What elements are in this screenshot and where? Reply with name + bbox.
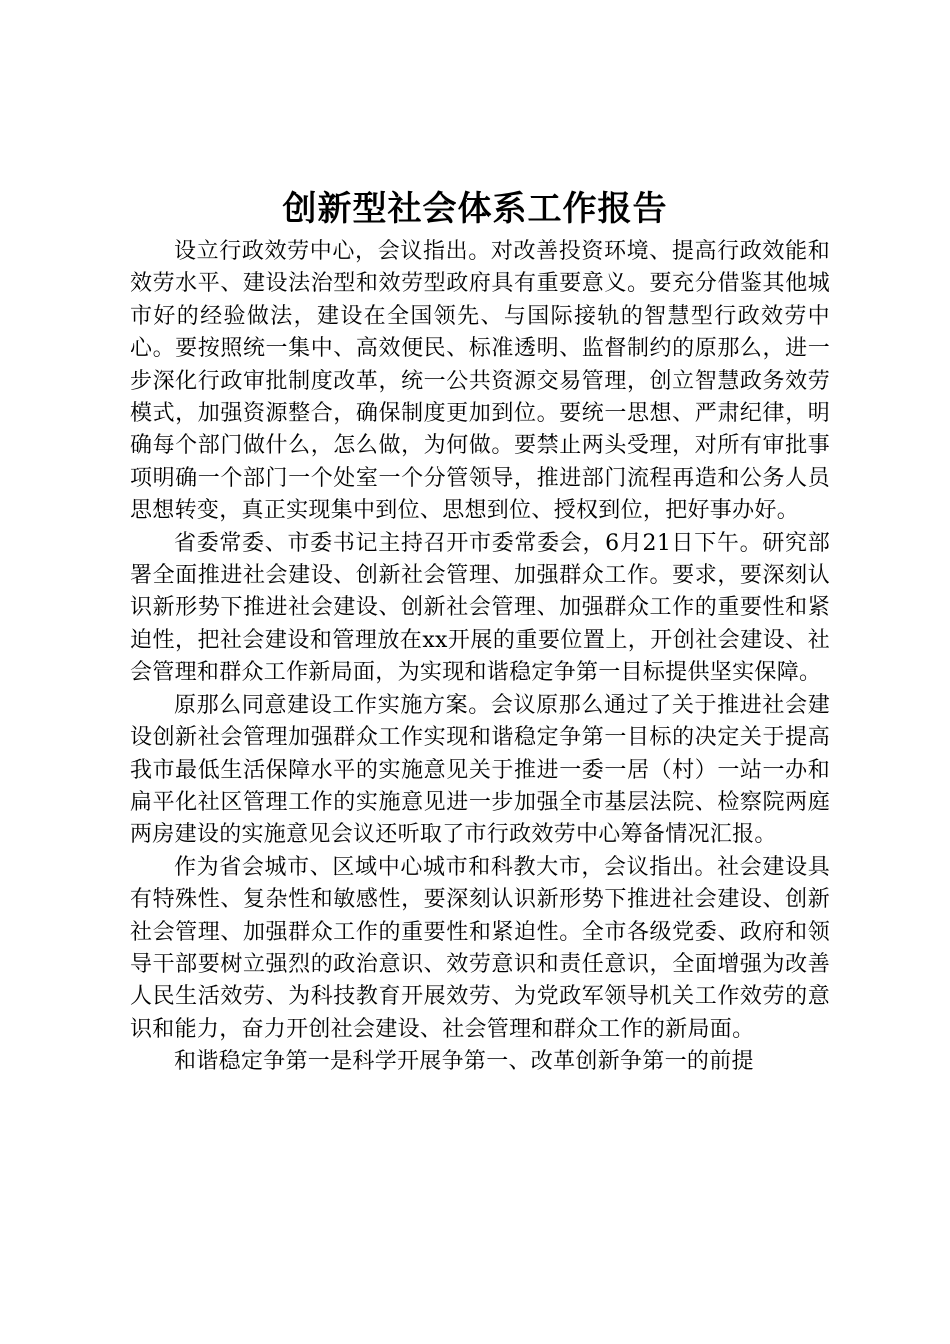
paragraph-2: 省委常委、市委书记主持召开市委常委会，6月21日下午。研究部署全面推进社会建设、创新社会管理、加强群众工作。要求，要深刻认识新形势下推进社会建设、创新社会管理、加强群众工作的重要性和紧迫性，把社会建设和管理放在xx开展的重要位置上，开创社会建设、社会管理和群众工作新局面，为实现和谐稳定争第一目标提供坚实保障。 xyxy=(130,530,830,686)
paragraph-4: 作为省会城市、区域中心城市和科教大市，会议指出。社会建设具有特殊性、复杂性和敏感性，要深刻认识新形势下推进社会建设、创新社会管理、加强群众工作的重要性和紧迫性。全市各级党委、政府和领导干部要树立强烈的政治意识、效劳意识和责任意识，全面增强为改善人民生活效劳、为科技教育开展效劳、为党政军领导机关工作效劳的意识和能力，奋力开创社会建设、社会管理和群众工作的新局面。 xyxy=(130,854,830,1042)
paragraph-3: 原那么同意建设工作实施方案。会议原那么通过了关于推进社会建设创新社会管理加强群众工作实现和谐稳定争第一目标的决定关于提高我市最低生活保障水平的实施意见关于推进一委一居（村）一站一办和扁平化社区管理工作的实施意见进一步加强全市基层法院、检察院两庭两房建设的实施意见会议还听取了市行政效劳中心筹备情况汇报。 xyxy=(130,692,830,848)
paragraph-5: 和谐稳定争第一是科学开展争第一、改革创新争第一的前提 xyxy=(174,1049,754,1075)
document-body xyxy=(130,236,830,1079)
paragraph-1: 设立行政效劳中心，会议指出。对改善投资环境、提高行政效能和效劳水平、建设法治型和效劳型政府具有重要意义。要充分借鉴其他城市好的经验做法，建设在全国领先、与国际接轨的智慧型行政效劳中心。要按照统一集中、高效便民、标准透明、监督制约的原那么，进一步深化行政审批制度改革，统一公共资源交易管理，创立智慧政务效劳模式，加强资源整合，确保制度更加到位。要统一思想、严肃纪律，明确每个部门做什么，怎么做，为何做。要禁止两头受理，对所有审批事项明确一个部门一个处室一个分管领导，推进部门流程再造和公务人员思想转变，真正实现集中到位、思想到位、授权到位，把好事办好。 xyxy=(130,239,830,524)
document-title: 创新型社会体系工作报告 xyxy=(282,189,668,229)
